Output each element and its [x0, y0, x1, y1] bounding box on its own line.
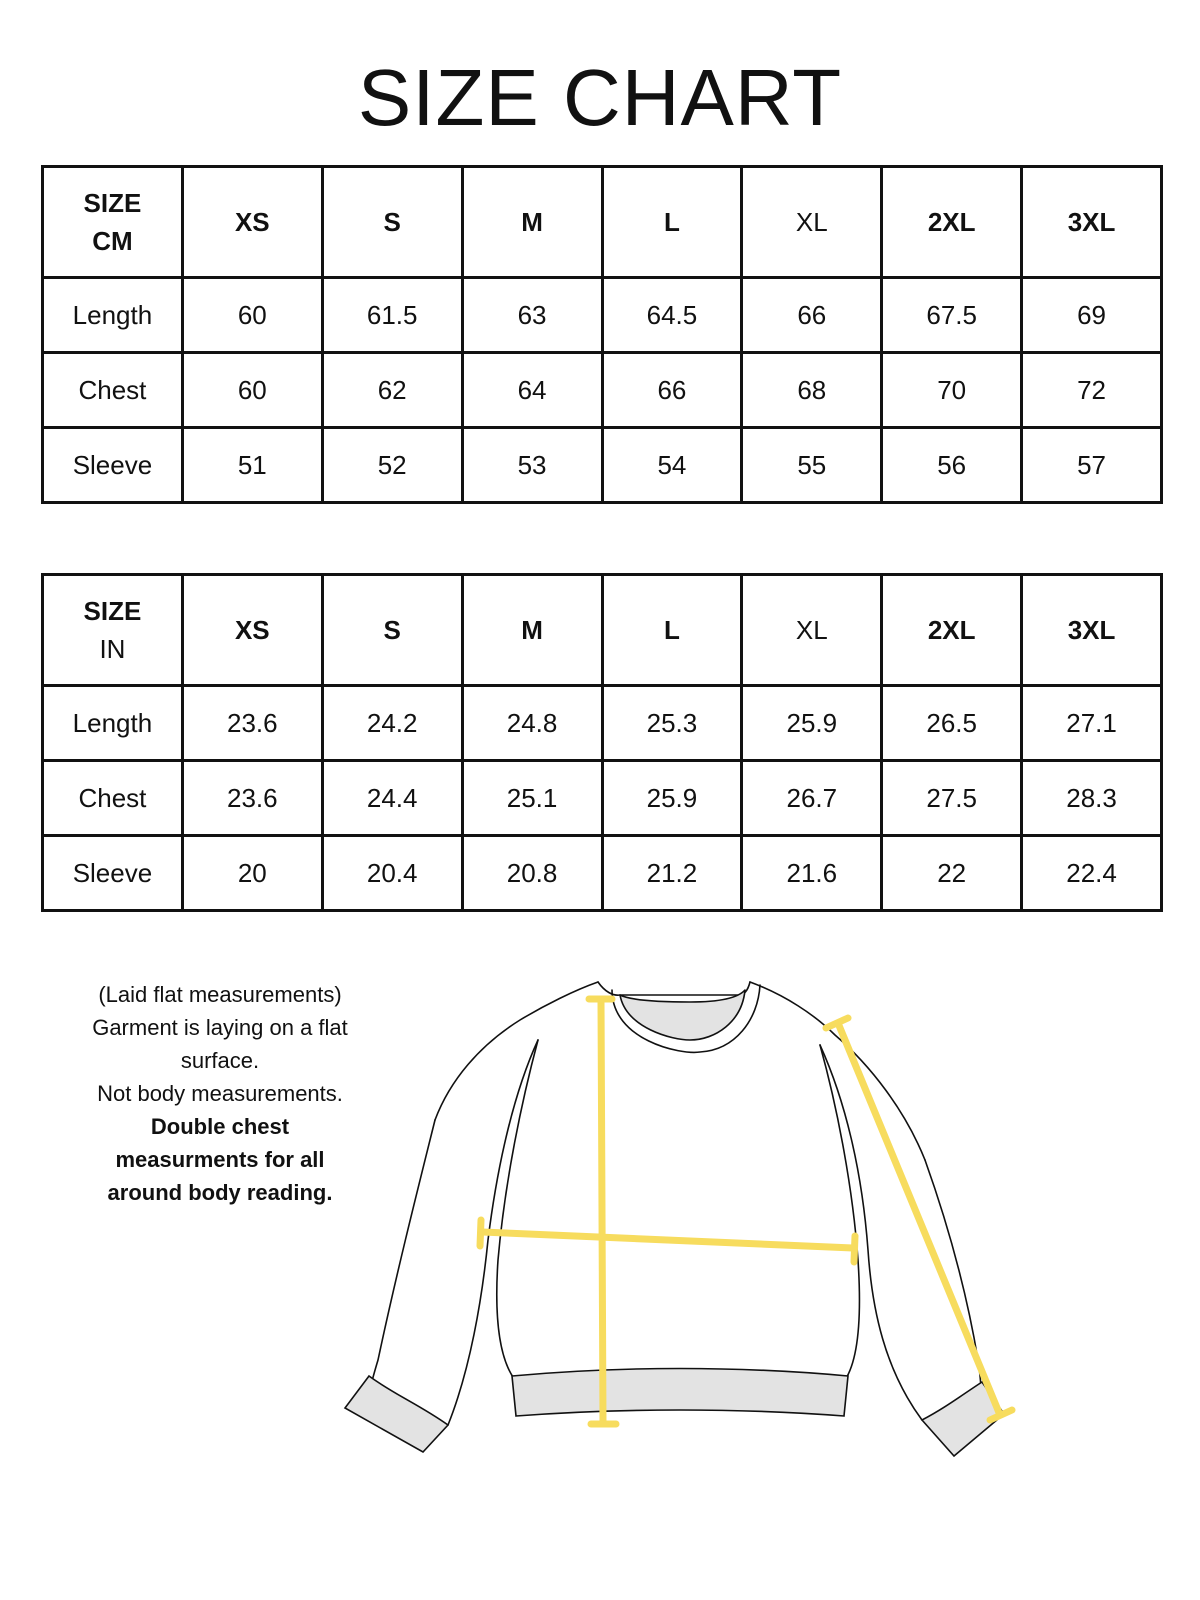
table-cell: 27.5 — [882, 761, 1022, 836]
table-cell: 24.8 — [462, 686, 602, 761]
corner-unit-label: IN — [99, 634, 126, 664]
size-header: M — [462, 575, 602, 686]
chest-cap-left — [480, 1220, 481, 1246]
size-header: L — [602, 575, 742, 686]
row-label: Length — [43, 278, 183, 353]
size-header: 3XL — [1022, 575, 1162, 686]
size-header: 2XL — [882, 575, 1022, 686]
table-cell: 28.3 — [1022, 761, 1162, 836]
table-cell: 56 — [882, 428, 1022, 503]
size-header: S — [322, 167, 462, 278]
note-bold-line: measurments for all — [115, 1147, 325, 1172]
table-cell: 25.9 — [602, 761, 742, 836]
chest-measure-line — [482, 1232, 853, 1248]
table-cell: 69 — [1022, 278, 1162, 353]
size-header: 2XL — [882, 167, 1022, 278]
table-cell: 51 — [182, 428, 322, 503]
table-cell: 64.5 — [602, 278, 742, 353]
size-header: S — [322, 575, 462, 686]
chest-cap-right — [854, 1236, 855, 1262]
table-cell: 26.5 — [882, 686, 1022, 761]
table-cell: 55 — [742, 428, 882, 503]
table-cell: 20.4 — [322, 836, 462, 911]
note-bold-line: Double chest — [150, 1114, 290, 1139]
table-cell: 66 — [742, 278, 882, 353]
table-cell: 25.3 — [602, 686, 742, 761]
table-cell: 68 — [742, 353, 882, 428]
collar-outline — [598, 982, 750, 995]
left-sleeve-outer — [368, 1120, 435, 1405]
table-cell: 24.4 — [322, 761, 462, 836]
table-cell: 22 — [882, 836, 1022, 911]
table-cell: 25.1 — [462, 761, 602, 836]
table-cell: 53 — [462, 428, 602, 503]
table-cell: 60 — [182, 353, 322, 428]
size-header: XS — [182, 575, 322, 686]
sweatshirt-outline — [368, 982, 981, 1425]
note-line: Not body measurements. — [97, 1081, 343, 1106]
row-label: Length — [43, 686, 183, 761]
left-body-side — [497, 1040, 538, 1380]
sleeve-cap-top — [826, 1018, 848, 1028]
size-header: L — [602, 167, 742, 278]
size-header: M — [462, 167, 602, 278]
row-label: Sleeve — [43, 428, 183, 503]
table-cell: 21.2 — [602, 836, 742, 911]
table-cell: 22.4 — [1022, 836, 1162, 911]
size-header: XS — [182, 167, 322, 278]
table-cell: 23.6 — [182, 686, 322, 761]
table-cell: 52 — [322, 428, 462, 503]
table-cell: 57 — [1022, 428, 1162, 503]
note-bold-line: around body reading. — [107, 1180, 333, 1205]
hem-rib — [512, 1369, 848, 1417]
table-cell: 54 — [602, 428, 742, 503]
note-line: (Laid flat measurements) — [98, 982, 342, 1007]
table-cell: 61.5 — [322, 278, 462, 353]
table-cell: 63 — [462, 278, 602, 353]
corner-size-label: SIZE — [83, 188, 142, 218]
table-cell: 23.6 — [182, 761, 322, 836]
collar-rib — [620, 990, 745, 1040]
right-sleeve-outer — [925, 1160, 981, 1405]
row-label: Chest — [43, 353, 183, 428]
table-cell: 26.7 — [742, 761, 882, 836]
size-header: 3XL — [1022, 167, 1162, 278]
sleeve-measure-line — [838, 1023, 1000, 1415]
table-cell: 67.5 — [882, 278, 1022, 353]
table-cell: 70 — [882, 353, 1022, 428]
corner-size-label: SIZE — [83, 596, 142, 626]
table-cell: 60 — [182, 278, 322, 353]
corner-unit-label: CM — [92, 226, 133, 256]
row-label: Sleeve — [43, 836, 183, 911]
length-measure-line — [601, 1000, 603, 1424]
left-cuff-rib — [345, 1376, 448, 1452]
note-line: Garment is laying on a flat — [92, 1015, 348, 1040]
note-line: surface. — [180, 1048, 260, 1073]
page-title: SIZE CHART — [357, 53, 843, 142]
size-header: XL — [742, 167, 882, 278]
table-cell: 21.6 — [742, 836, 882, 911]
right-shoulder — [750, 982, 925, 1160]
table-cell: 20.8 — [462, 836, 602, 911]
measurement-lines — [480, 999, 1012, 1424]
table-cell: 64 — [462, 353, 602, 428]
row-label: Chest — [43, 761, 183, 836]
table-cell: 25.9 — [742, 686, 882, 761]
size-header: XL — [742, 575, 882, 686]
table-cell: 27.1 — [1022, 686, 1162, 761]
table-cell: 62 — [322, 353, 462, 428]
table-cell: 24.2 — [322, 686, 462, 761]
table-cell: 66 — [602, 353, 742, 428]
table-cell: 72 — [1022, 353, 1162, 428]
table-cell: 20 — [182, 836, 322, 911]
